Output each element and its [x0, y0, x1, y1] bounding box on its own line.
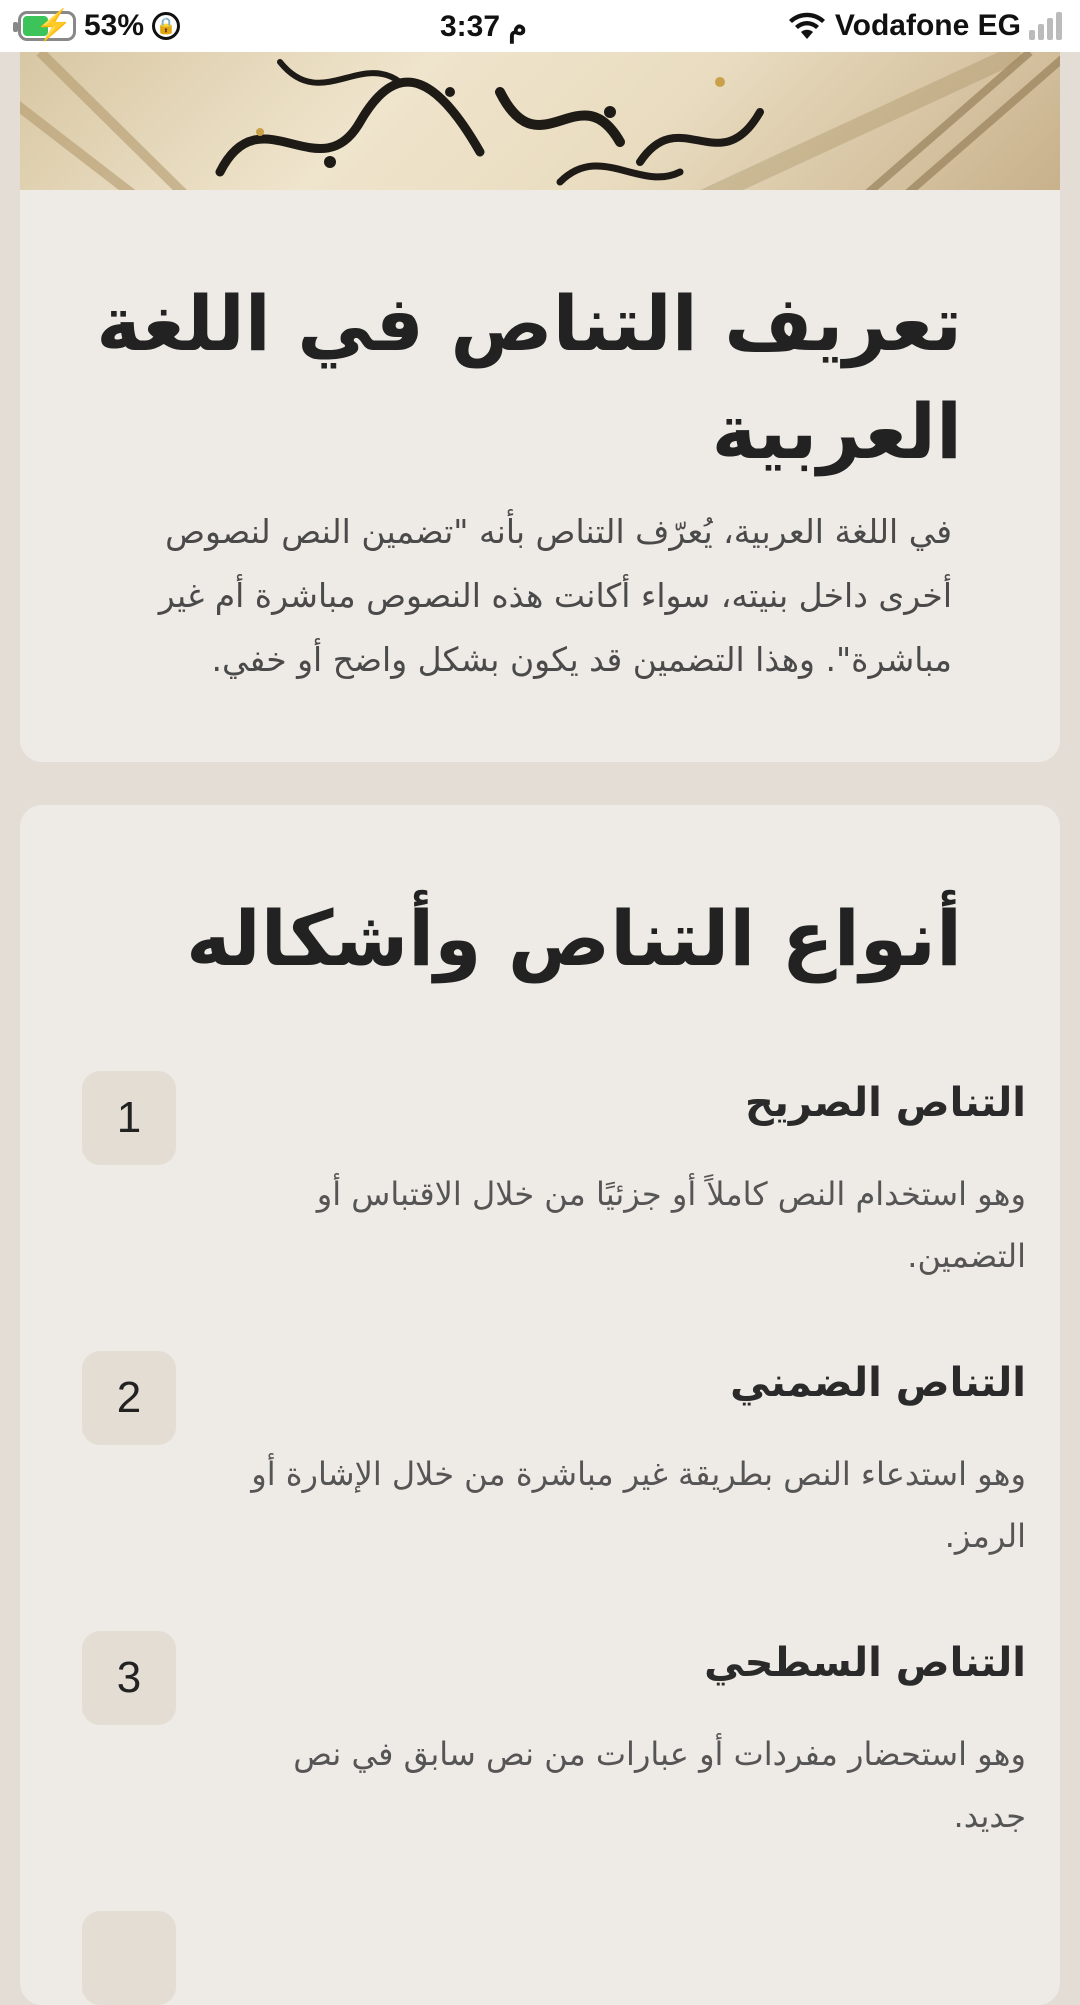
item-number-badge: 3 [82, 1631, 176, 1725]
list-item-partial [82, 1911, 1022, 2005]
definition-paragraph: في اللغة العربية، يُعرّف التناص بأنه "تضمين النص لنصوص أخرى داخل بنيته، سواء أكانت هذه النصوص مباشرة أم غير مباشرة". وهذا التضمين قد يكون بشكل واضح أو خفي. [158, 512, 952, 679]
definition-title: تعريف التناص في اللغة العربية [96, 279, 962, 476]
types-card [20, 805, 1060, 2005]
rotation-lock-icon: 🔒 [152, 12, 180, 40]
item-number-badge-partial [82, 1911, 176, 2005]
battery-icon: ⚡ [18, 11, 76, 41]
item-title: التناص السطحي [704, 1640, 1026, 1686]
item-description: وهو استخدام النص كاملاً أو جزئيًا من خلال الاقتباس أو التضمين. [316, 1175, 1026, 1275]
list-item [82, 1071, 1026, 1311]
item-number-badge: 2 [82, 1351, 176, 1445]
item-title: التناص الصريح [744, 1080, 1026, 1126]
item-description: وهو استحضار مفردات أو عبارات من نص سابق في نص جديد. [293, 1735, 1026, 1835]
item-description: وهو استدعاء النص بطريقة غير مباشرة من خلال الإشارة أو الرمز. [251, 1455, 1026, 1555]
definition-card [20, 190, 1060, 762]
battery-percent: 53% [84, 9, 145, 42]
list-item [82, 1631, 1026, 1871]
status-time: 3:37 م [439, 9, 527, 43]
status-bar [0, 0, 1080, 52]
carrier-name: Vodafone EG [834, 9, 1021, 42]
signal-icon [1029, 12, 1062, 40]
calligraphy-hero-image [20, 52, 1060, 200]
status-left [18, 9, 180, 43]
list-item [82, 1351, 1026, 1591]
types-title: أنواع التناص وأشكاله [186, 894, 962, 983]
wifi-icon [787, 11, 827, 41]
status-right [787, 9, 1062, 43]
item-number-badge: 1 [82, 1071, 176, 1165]
item-title: التناص الضمني [730, 1360, 1026, 1406]
